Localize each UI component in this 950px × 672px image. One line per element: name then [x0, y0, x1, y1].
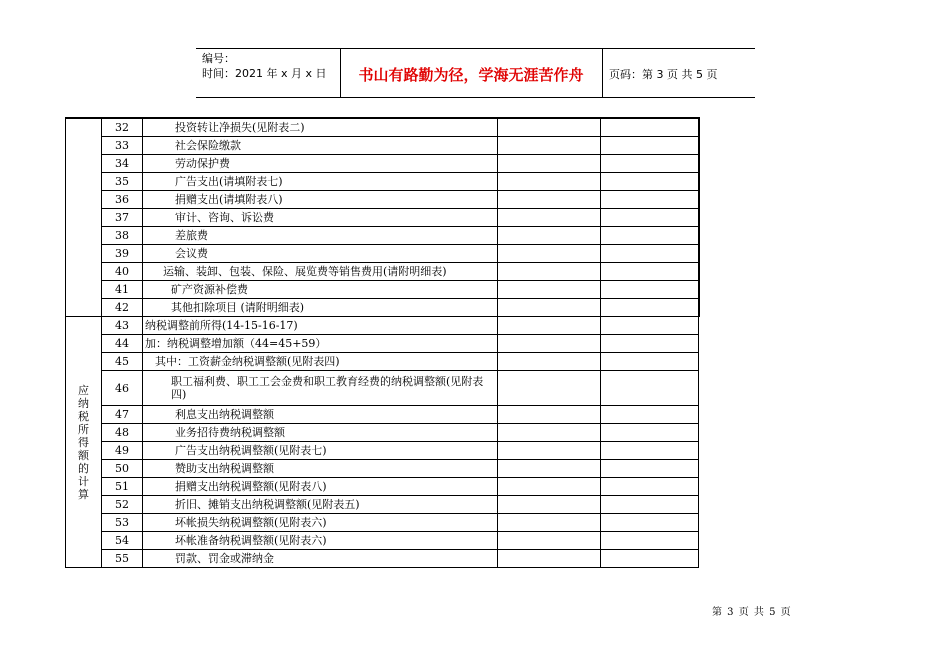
table-row	[66, 442, 699, 460]
row-number: 53	[102, 514, 143, 532]
table-row	[66, 137, 699, 155]
section-label-char: 税	[78, 409, 89, 423]
table-row	[66, 191, 699, 209]
row-number: 52	[102, 496, 143, 514]
amount-cell[interactable]	[601, 353, 699, 371]
row-number: 55	[102, 550, 143, 568]
row-number: 50	[102, 460, 143, 478]
amount-cell[interactable]	[498, 245, 601, 263]
amount-cell[interactable]	[498, 442, 601, 460]
amount-cell[interactable]	[498, 299, 601, 317]
serial-label: 编号：	[202, 52, 235, 65]
row-number: 39	[102, 245, 143, 263]
amount-cell[interactable]	[601, 263, 699, 281]
amount-cell[interactable]	[498, 191, 601, 209]
header-divider	[602, 49, 603, 97]
table-row	[66, 209, 699, 227]
amount-cell[interactable]	[601, 245, 699, 263]
amount-cell[interactable]	[498, 406, 601, 424]
footer-page-number: 第 3 页 共 5 页	[712, 607, 792, 618]
section-label-cell	[66, 317, 102, 568]
table-row	[66, 406, 699, 424]
section-label-char: 额	[78, 448, 89, 462]
amount-cell[interactable]	[601, 155, 699, 173]
amount-cell[interactable]	[498, 173, 601, 191]
row-item: 投资转让净损失(见附表二)	[143, 118, 498, 137]
row-number: 40	[102, 263, 143, 281]
amount-cell[interactable]	[601, 299, 699, 317]
table-row	[66, 496, 699, 514]
amount-cell[interactable]	[601, 550, 699, 568]
row-item: 广告支出纳税调整额(见附表七)	[143, 442, 498, 460]
table-row	[66, 514, 699, 532]
header-motto: 书山有路勤为径，学海无涯苦作舟	[358, 66, 584, 84]
row-number: 48	[102, 424, 143, 442]
amount-cell[interactable]	[601, 406, 699, 424]
table-row	[66, 317, 699, 335]
row-item: 业务招待费纳税调整额	[143, 424, 498, 442]
table-row	[66, 371, 699, 406]
row-item: 其他扣除项目 (请附明细表)	[143, 299, 498, 317]
row-item: 职工福利费、职工工会金费和职工教育经费的纳税调整额(见附表四)	[143, 371, 498, 406]
row-item: 审计、咨询、诉讼费	[143, 209, 498, 227]
row-number: 54	[102, 532, 143, 550]
tax-table-body	[66, 118, 699, 568]
amount-cell[interactable]	[498, 263, 601, 281]
amount-cell[interactable]	[498, 155, 601, 173]
table-row	[66, 460, 699, 478]
table-row	[66, 478, 699, 496]
table-row	[66, 118, 699, 137]
amount-cell[interactable]	[601, 460, 699, 478]
amount-cell[interactable]	[498, 371, 601, 406]
header-page-label: 页码：第 3 页 共 5 页	[609, 68, 718, 81]
amount-cell[interactable]	[601, 514, 699, 532]
amount-cell[interactable]	[498, 532, 601, 550]
amount-cell[interactable]	[601, 173, 699, 191]
amount-cell[interactable]	[601, 137, 699, 155]
row-item: 社会保险缴款	[143, 137, 498, 155]
amount-cell[interactable]	[498, 209, 601, 227]
row-item: 坏帐损失纳税调整额(见附表六)	[143, 514, 498, 532]
section-label-char: 的	[78, 461, 89, 475]
amount-cell[interactable]	[498, 353, 601, 371]
section-label-char: 应	[78, 383, 89, 397]
row-number: 42	[102, 299, 143, 317]
row-item: 加：纳税调整增加额（44=45+59）	[143, 335, 498, 353]
amount-cell[interactable]	[498, 118, 601, 137]
row-item: 矿产资源补偿费	[143, 281, 498, 299]
amount-cell[interactable]	[601, 424, 699, 442]
table-row	[66, 155, 699, 173]
row-number: 33	[102, 137, 143, 155]
amount-cell[interactable]	[498, 550, 601, 568]
row-item: 差旅费	[143, 227, 498, 245]
table-row	[66, 281, 699, 299]
row-number: 35	[102, 173, 143, 191]
amount-cell[interactable]	[601, 532, 699, 550]
row-number: 45	[102, 353, 143, 371]
section-label-char: 纳	[78, 396, 89, 410]
amount-cell[interactable]	[498, 478, 601, 496]
table-row	[66, 353, 699, 371]
tax-table	[65, 117, 700, 568]
amount-cell[interactable]	[498, 317, 601, 335]
row-item: 利息支出纳税调整额	[143, 406, 498, 424]
table-row	[66, 335, 699, 353]
row-item: 广告支出(请填附表七)	[143, 173, 498, 191]
row-item: 纳税调整前所得(14-15-16-17)	[143, 317, 498, 335]
amount-cell[interactable]	[601, 281, 699, 299]
row-item: 会议费	[143, 245, 498, 263]
amount-cell[interactable]	[601, 227, 699, 245]
section-blank-cell	[66, 118, 102, 317]
section-label-char: 得	[78, 435, 89, 449]
row-number: 37	[102, 209, 143, 227]
amount-cell[interactable]	[498, 460, 601, 478]
row-item: 罚款、罚金或滞纳金	[143, 550, 498, 568]
row-number: 32	[102, 118, 143, 137]
amount-cell[interactable]	[601, 371, 699, 406]
amount-cell[interactable]	[498, 335, 601, 353]
table-row	[66, 263, 699, 281]
table-row	[66, 424, 699, 442]
row-number: 46	[102, 371, 143, 406]
amount-cell[interactable]	[601, 209, 699, 227]
row-number: 38	[102, 227, 143, 245]
row-item: 劳动保护费	[143, 155, 498, 173]
amount-cell[interactable]	[601, 118, 699, 137]
amount-cell[interactable]	[498, 137, 601, 155]
amount-cell[interactable]	[601, 442, 699, 460]
amount-cell[interactable]	[601, 496, 699, 514]
amount-cell[interactable]	[601, 191, 699, 209]
row-item: 捐赠支出(请填附表八)	[143, 191, 498, 209]
row-item: 运输、装卸、包装、保险、展览费等销售费用(请附明细表)	[143, 263, 498, 281]
table-row	[66, 173, 699, 191]
row-number: 43	[102, 317, 143, 335]
amount-cell[interactable]	[498, 424, 601, 442]
amount-cell[interactable]	[498, 496, 601, 514]
table-row	[66, 245, 699, 263]
section-label-char: 算	[78, 487, 89, 501]
row-item: 捐赠支出纳税调整额(见附表八)	[143, 478, 498, 496]
row-number: 51	[102, 478, 143, 496]
amount-cell[interactable]	[601, 317, 699, 335]
row-number: 49	[102, 442, 143, 460]
amount-cell[interactable]	[498, 281, 601, 299]
amount-cell[interactable]	[601, 335, 699, 353]
header-meta	[202, 51, 327, 81]
row-number: 34	[102, 155, 143, 173]
time-label: 时间：2021 年 x 月 x 日	[202, 67, 327, 80]
row-item: 坏帐准备纳税调整额(见附表六)	[143, 532, 498, 550]
row-item: 其中：工资薪金纳税调整额(见附表四)	[143, 353, 498, 371]
table-row	[66, 299, 699, 317]
row-item: 赞助支出纳税调整额	[143, 460, 498, 478]
page-header	[196, 48, 755, 98]
section-label-char: 所	[78, 422, 89, 436]
table-row	[66, 532, 699, 550]
amount-cell[interactable]	[498, 227, 601, 245]
amount-cell[interactable]	[601, 478, 699, 496]
table-row	[66, 550, 699, 568]
row-number: 36	[102, 191, 143, 209]
row-item: 折旧、摊销支出纳税调整额(见附表五)	[143, 496, 498, 514]
section-label-char: 计	[78, 474, 89, 488]
row-number: 47	[102, 406, 143, 424]
table-row	[66, 227, 699, 245]
amount-cell[interactable]	[498, 514, 601, 532]
row-number: 41	[102, 281, 143, 299]
row-number: 44	[102, 335, 143, 353]
